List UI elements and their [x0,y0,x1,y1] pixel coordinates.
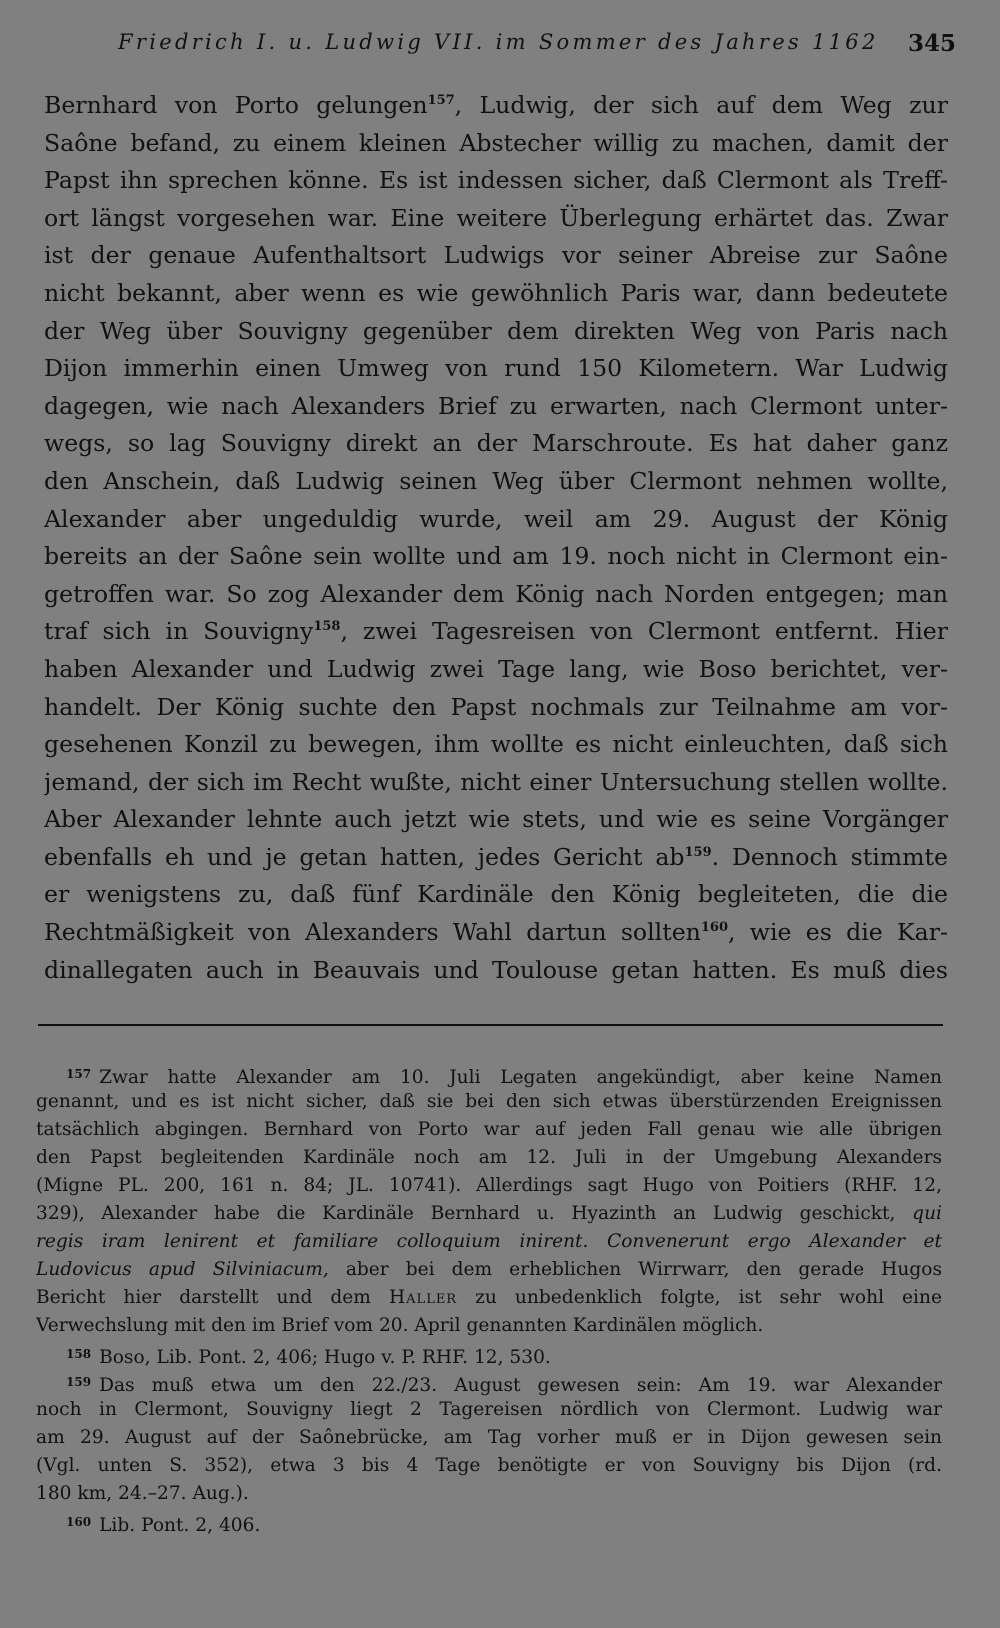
footnote-line: 180 km, 24.–27. Aug.). [36,1483,249,1504]
footnote-line: $^{158}$ Boso, Lib. Pont. 2, 406; Hugo v. P. RHF. 12, 530. [66,1347,551,1368]
text-line: Alexander aber ungeduldig wurde, weil am 29. August der König [44,504,948,533]
text-line: haben Alexander und Ludwig zwei Tage lang, wie Boso berichtet, ver- [44,654,948,683]
text-line: jemand, der sich im Recht wußte, nicht einer Untersuchung stellen wollte. [44,767,948,796]
footnote-number: 159 [66,1375,92,1389]
text-line: Saône befand, zu einem kleinen Abstecher willig zu machen, damit der [44,128,948,157]
text-line: handelt. Der König suchte den Papst nochmals zur Teilnahme am vor- [44,692,948,721]
footnote-line: den Papst begleitenden Kardinäle noch am 12. Juli in der Umgebung Alexanders [36,1147,942,1168]
text-line: getroffen war. So zog Alexander dem König nach Norden entgegen; man [44,579,948,608]
text-line: Rechtmäßigkeit von Alexanders Wahl dartun sollten$^{160}$, wie es die Kar- [44,918,948,947]
footnote-line: Ludovicus apud Silviniacum, aber bei dem erheblichen Wirrwarr, den gerade Hugos [36,1259,942,1280]
text-line: ebenfalls eh und je getan hatten, jedes Gericht ab$^{159}$. Dennoch stimmte [44,842,948,871]
footnote-line: Verwechslung mit den im Brief vom 20. April genannten Kardinälen möglich. [36,1315,764,1336]
text-line: bereits an der Saône sein wollte und am 19. noch nicht in Clermont ein- [44,542,948,571]
footnote-line: Bericht hier darstellt und dem Haller zu unbedenklich folgte, ist sehr wohl eine [36,1287,942,1308]
footnote-line: $^{160}$ Lib. Pont. 2, 406. [66,1515,261,1536]
text-line: wegs, so lag Souvigny direkt an der Marschroute. Es hat daher ganz [44,429,948,458]
footnote-line: noch in Clermont, Souvigny liegt 2 Tagereisen nördlich von Clermont. Ludwig war [36,1399,942,1420]
text-line: nicht bekannt, aber wenn es wie gewöhnlich Paris war, dann bedeutete [44,278,948,307]
text-line: traf sich in Souvigny$^{158}$, zwei Tagesreisen von Clermont entfernt. Hier [44,617,948,646]
text-line: gesehenen Konzil zu bewegen, ihm wollte es nicht einleuchten, daß sich [44,730,948,759]
running-title: Friedrich I. u. Ludwig VII. im Sommer des Jahres 1162 [118,30,879,54]
footnote-line: 329), Alexander habe die Kardinäle Bernhard u. Hyazinth an Ludwig geschickt, qui [36,1203,942,1224]
main-text [44,87,948,989]
footnote-divider [38,1024,943,1026]
text-line: Bernhard von Porto gelungen$^{157}$, Ludwig, der sich auf dem Weg zur [44,91,948,119]
footnote-line: $^{159}$ Das muß etwa um den 22./23. August gewesen sein: Am 19. war Alexander [66,1375,942,1396]
text-line: dagegen, wie nach Alexanders Brief zu erwarten, nach Clermont unter- [44,391,948,420]
text-line: er wenigstens zu, daß fünf Kardinäle den König begleiteten, die die [44,880,948,909]
text-line: Aber Alexander lehnte auch jetzt wie stets, und wie es seine Vorgänger [44,805,948,834]
footnote-number: 160 [66,1515,92,1529]
footnote-line: (Vgl. unten S. 352), etwa 3 bis 4 Tage benötigte er von Souvigny bis Dijon (rd. [36,1455,942,1476]
text-line: den Anschein, daß Ludwig seinen Weg über Clermont nehmen wollte, [44,466,948,495]
footnote-line: genannt, und es ist nicht sicher, daß sie bei den sich etwas überstürzenden Ereignissen [36,1091,942,1112]
footnote-line: regis iram lenirent et familiare colloquium inirent. Convenerunt ergo Alexander et [36,1231,942,1252]
text-line: Dijon immerhin einen Umweg von rund 150 Kilometern. War Ludwig [44,354,948,383]
footnote-number: 158 [66,1347,92,1361]
text-line: ist der genaue Aufenthaltsort Ludwigs vor seiner Abreise zur Saône [44,241,948,270]
text-line: der Weg über Souvigny gegenüber dem direkten Weg von Paris nach [44,316,948,345]
footnote-ref[interactable]: 160 [700,920,728,936]
footnote-ref[interactable]: 158 [313,619,341,635]
page-number: 345 [907,30,956,57]
text-line: Papst ihn sprechen könne. Es ist indessen sicher, daß Clermont als Treff- [44,166,948,195]
text-line: ort längst vorgesehen war. Eine weitere Überlegung erhärtet das. Zwar [44,203,948,232]
running-head [118,30,956,62]
footnote-line: tatsächlich abgingen. Bernhard von Porto war auf jeden Fall genau wie alle übrigen [36,1119,942,1140]
footnote-line: (Migne PL. 200, 161 n. 84; JL. 10741). Allerdings sagt Hugo von Poitiers (RHF. 12, [36,1175,942,1196]
footnote-ref[interactable]: 157 [427,93,455,108]
footnote-line: am 29. August auf der Saônebrücke, am Tag vorher muß er in Dijon gewesen sein [36,1427,942,1448]
footnote-line: $^{157}$ Zwar hatte Alexander am 10. Juli Legaten angekündigt, aber keine Namen [66,1067,942,1088]
text-line: dinallegaten auch in Beauvais und Toulouse getan hatten. Es muß dies [44,955,948,984]
footnote-ref[interactable]: 159 [684,844,712,860]
footnotes [36,1060,942,1536]
footnote-number: 157 [66,1067,92,1081]
